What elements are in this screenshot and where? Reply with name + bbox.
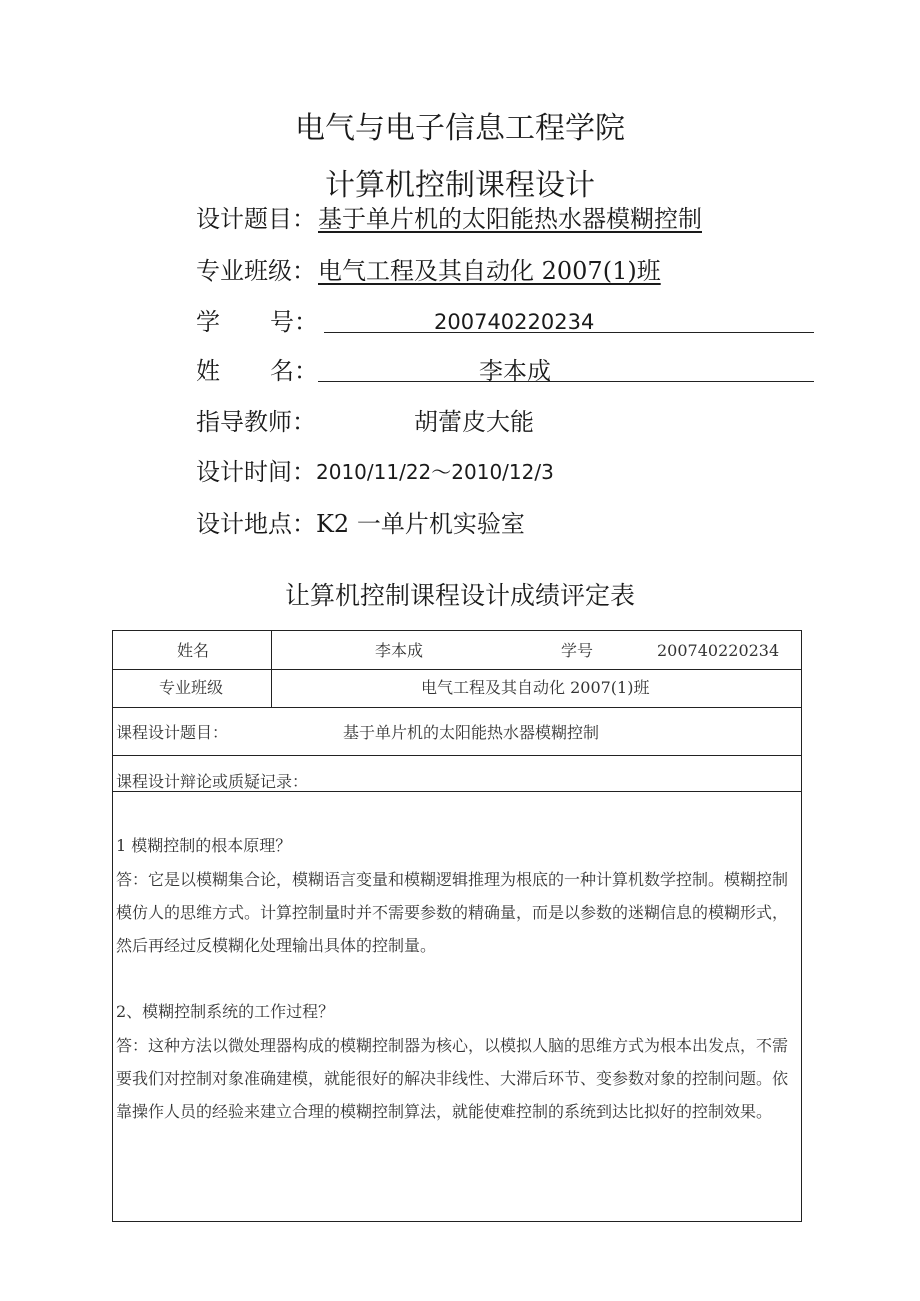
row-divider [113, 707, 801, 708]
row-divider [113, 669, 801, 670]
name-value: 李本成 [479, 357, 551, 385]
id-row [196, 305, 836, 339]
answer-1: 答：它是以模糊集合论，模糊语言变量和模糊逻辑推理为根底的一种计算机数学控制。模糊控制模仿人的思维方式。计算控制量时并不需要参数的精确量，而是以参数的迷糊信息的模糊形式，然后再经过反模糊化处理输出具体的控制量。 [116, 870, 789, 955]
id-underline [324, 332, 814, 333]
time-label: 设计时间： [196, 458, 316, 486]
evaluation-title: 让算机控制课程设计成绩评定表 [284, 581, 635, 610]
column-divider [271, 631, 272, 707]
topic-cell-value: 基于单片机的太阳能热水器模糊控制 [343, 723, 600, 742]
id-value: 200740220234 [434, 310, 595, 334]
evaluation-table [112, 630, 802, 1222]
name-cell-value: 李本成 [375, 641, 424, 660]
answer-2: 答：这种方法以微处理器构成的模糊控制器为核心，以模拟人脑的思维方式为根本出发点，不需要我们对控制对象准确建模，就能很好的解决非线性、大滞后环节、变参数对象的控制问题。依靠操作人员的经验来建立合理的模糊控制算法，就能使难控制的系统到达比拟好的控制效果。 [116, 1036, 789, 1121]
class-cell-label: 专业班级 [159, 678, 224, 697]
name-label-second: 名： [270, 357, 318, 385]
name-row [196, 354, 836, 388]
id-label-second: 号： [270, 308, 318, 336]
class-cell-value: 电气工程及其自动化 2007(1)班 [421, 678, 650, 697]
record-label: 课程设计辩论或质疑记录： [116, 772, 309, 791]
place-value: K2 一单片机实验室 [316, 510, 525, 538]
id-cell-value: 200740220234 [657, 641, 780, 660]
topic-value: 基于单片机的太阳能热水器模糊控制 [318, 205, 702, 233]
name-label-first: 姓 [196, 357, 220, 385]
row-divider [113, 755, 801, 756]
time-value: 2010/11/22～2010/12/3 [316, 460, 554, 484]
question-1: 1 模糊控制的根本原理？ [116, 836, 292, 855]
id-label-first: 学 [196, 308, 220, 336]
name-cell-label: 姓名 [177, 641, 210, 660]
topic-label: 设计题目： [196, 205, 316, 233]
name-underline [318, 381, 814, 382]
place-label: 设计地点： [196, 510, 316, 538]
topic-cell-label: 课程设计题目： [116, 723, 229, 742]
course-title: 计算机控制课程设计 [325, 168, 595, 203]
class-label: 专业班级： [196, 257, 316, 285]
id-cell-label: 学号 [561, 641, 594, 660]
question-2: 2、模糊控制系统的工作过程？ [116, 1002, 335, 1021]
teacher-label: 指导教师： [196, 408, 316, 436]
class-value: 电气工程及其自动化 2007(1)班 [318, 257, 661, 285]
teacher-value: 胡蕾皮大能 [414, 408, 534, 436]
college-title: 电气与电子信息工程学院 [295, 111, 625, 146]
